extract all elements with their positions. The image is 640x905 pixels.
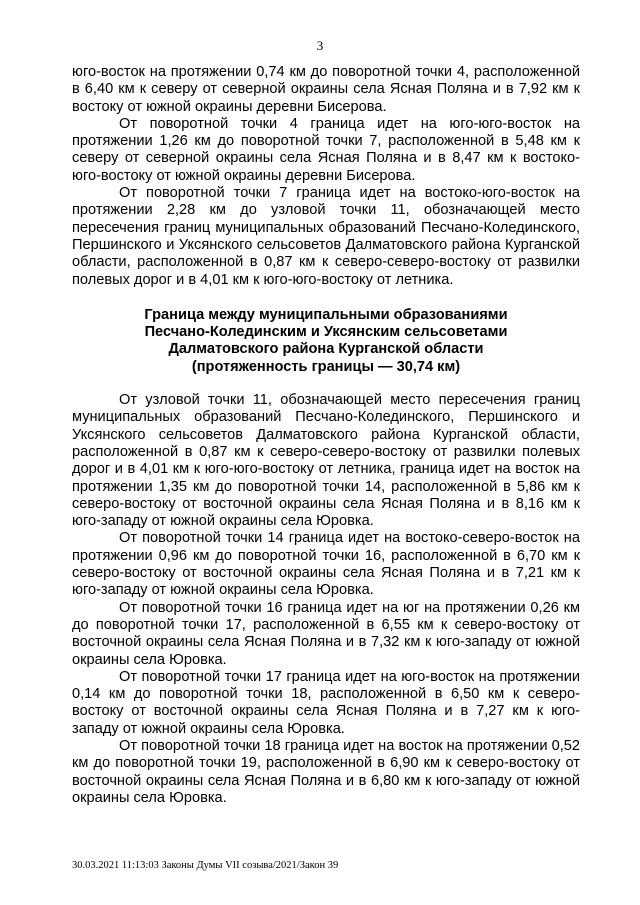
footer-stamp: 30.03.2021 11:13:03 Законы Думы VII созыва/2021/Закон 39 <box>72 860 339 871</box>
heading-line: Песчано-Колединским и Уксянским сельсоветами <box>144 324 508 341</box>
paragraph: От поворотной точки 14 граница идет на востоко-северо-восток на протяжении 0,96 км до поворотной точки 16, расположенной в 6,70 км к северо-востоку от восточной окраины села Ясная Поляна и в 7,21 км к юго-западу от южной окраины села Юровка. <box>72 530 580 599</box>
document-body <box>72 64 580 807</box>
paragraph: От поворотной точки 18 граница идет на восток на протяжении 0,52 км до поворотной точки 19, расположенной в 6,90 км к северо-востоку от восточной окраины села Ясная Поляна и в 6,80 км к юго-западу от южной окраины села Юровка. <box>72 737 580 806</box>
section-heading <box>72 307 580 376</box>
paragraph: От узловой точки 11, обозначающей место пересечения границ муниципальных образований Песчано-Колединского, Першинского и Уксянского сельсоветов Далматовского района Курганской области, расположенной в 0,87 км к северо-северо-востоку от развилки полевых дорог и в 4,01 км к юго-юго-востоку от летника, граница идет на восток на протяжении 1,35 км до поворотной точки 14, расположенной в 5,86 км к северо-востоку от восточной окраины села Ясная Поляна и в 8,16 км к юго-западу от южной окраины села Юровка. <box>72 392 580 530</box>
paragraph: От поворотной точки 4 граница идет на юго-юго-восток на протяжении 1,26 км до поворотной точки 7, расположенной в 5,48 км к северу от северной окраины села Ясная Поляна и в 8,47 км к востоко-юго-востоку от южной окраины деревни Бисерова. <box>72 115 580 184</box>
heading-line: Далматовского района Курганской области <box>168 341 484 358</box>
paragraph: От поворотной точки 16 граница идет на юг на протяжении 0,26 км до поворотной точки 17, расположенной в 6,55 км к северо-востоку от восточной окраины села Ясная Поляна и в 7,32 км к юго-западу от южной окраины села Юровка. <box>72 599 580 668</box>
page-number: 3 <box>316 38 324 53</box>
paragraph-continuation: юго-восток на протяжении 0,74 км до поворотной точки 4, расположенной в 6,40 км к северу от северной окраины села Ясная Поляна и в 7,92 км к востоку от южной окраины деревни Бисерова. <box>72 64 580 115</box>
paragraph: От поворотной точки 7 граница идет на востоко-юго-восток на протяжении 2,28 км до узловой точки 11, обозначающей место пересечения границ муниципальных образований Песчано-Колединского, Першинского и Уксянского сельсоветов Далматовского района Курганской области, расположенной в 0,87 км к северо-северо-востоку от развилки полевых дорог и в 4,01 км к юго-юго-востоку от летника. <box>72 185 580 288</box>
heading-line: Граница между муниципальными образованиями <box>144 306 508 323</box>
heading-line: (протяженность границы — 30,74 км) <box>191 358 461 375</box>
paragraph: От поворотной точки 17 граница идет на юго-восток на протяжении 0,14 км до поворотной точки 18, расположенной в 6,50 км к северо-востоку от восточной окраины села Ясная Поляна и в 7,27 км к юго-западу от южной окраины села Юровка. <box>72 668 580 737</box>
